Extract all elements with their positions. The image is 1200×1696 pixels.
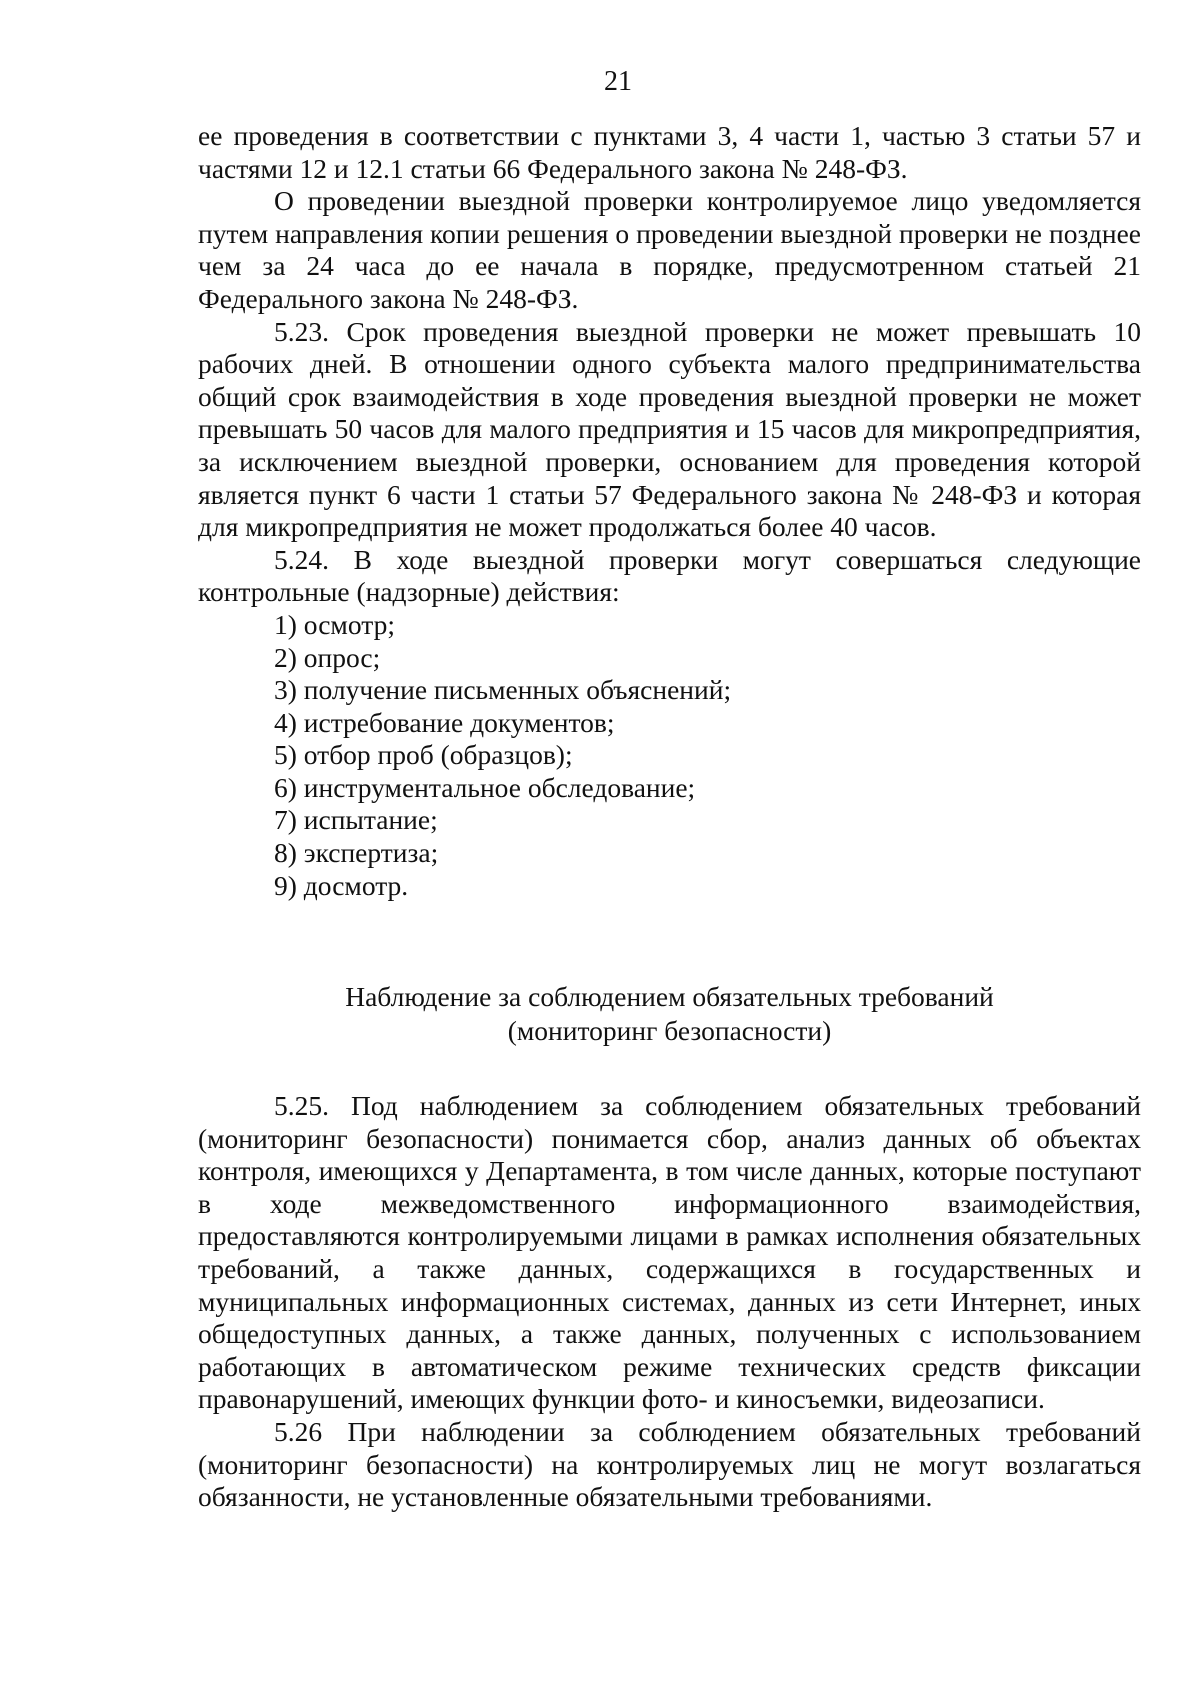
section-heading (198, 980, 1141, 1048)
paragraph-5-26: 5.26 При наблюдении за соблюдением обязательных требований (мониторинг безопасности) на контролируемых лиц не могут возлагаться обязанности, не установленные обязательными требованиями. (198, 1415, 1141, 1513)
list-item: 3) получение письменных объяснений; (274, 674, 732, 706)
section-heading-line-1: Наблюдение за соблюдением обязательных требований (345, 981, 994, 1012)
text-block-2 (198, 1090, 1141, 1514)
paragraph-5-24: 5.24. В ходе выездной проверки могут совершаться следующие контрольные (надзорные) действия: (198, 543, 1141, 608)
list-item: 7) испытание; (274, 804, 438, 836)
page-number: 21 (604, 66, 632, 97)
section-heading-line-2: (мониторинг безопасности) (507, 1015, 832, 1046)
list-item: 2) опрос; (274, 641, 381, 673)
list-item: 8) экспертиза; (274, 837, 439, 869)
list-item: 5) отбор проб (образцов); (274, 739, 573, 771)
text-block-1 (198, 120, 1141, 902)
list-item: 6) инструментальное обследование; (274, 771, 696, 803)
list-item: 9) досмотр. (274, 869, 409, 901)
paragraph-notification: О проведении выездной проверки контролируемое лицо уведомляется путем направления копии решения о проведении выездной проверки не позднее чем за 24 часа до ее начала в порядке, предусмотренном статьей 21 Федерального закона № 248-ФЗ. (198, 185, 1141, 314)
list-item: 1) осмотр; (274, 608, 395, 640)
paragraph-5-25: 5.25. Под наблюдением за соблюдением обязательных требований (мониторинг безопасности) понимается сбор, анализ данных об объектах контроля, имеющихся у Департамента, в том числе данных, которые поступают в ходе межведомственного информационного взаимодействия, предоставляются контролируемыми лицами в рамках исполнения обязательных требований, а также данных, содержащихся в государственных и муниципальных информационных системах, данных из сети Интернет, иных общедоступных данных, а также данных, полученных с использованием работающих в автоматическом режиме технических средств фиксации правонарушений, имеющих функции фото- и киносъемки, видеозаписи. (198, 1090, 1141, 1415)
paragraph-5-23: 5.23. Срок проведения выездной проверки не может превышать 10 рабочих дней. В отношении одного субъекта малого предпринимательства общий срок взаимодействия в ходе проведения выездной проверки не может превышать 50 часов для малого предприятия и 15 часов для микропредприятия, за исключением выездной проверки, основанием для проведения которой является пункт 6 части 1 статьи 57 Федерального закона № 248-ФЗ и которая для микропредприятия не может продолжаться более 40 часов. (198, 315, 1141, 543)
paragraph-continuation: ее проведения в соответствии с пунктами 3, 4 части 1, частью 3 статьи 57 и частями 12 и 12.1 статьи 66 Федерального закона № 248-ФЗ. (198, 120, 1141, 184)
list-item: 4) истребование документов; (274, 706, 615, 738)
